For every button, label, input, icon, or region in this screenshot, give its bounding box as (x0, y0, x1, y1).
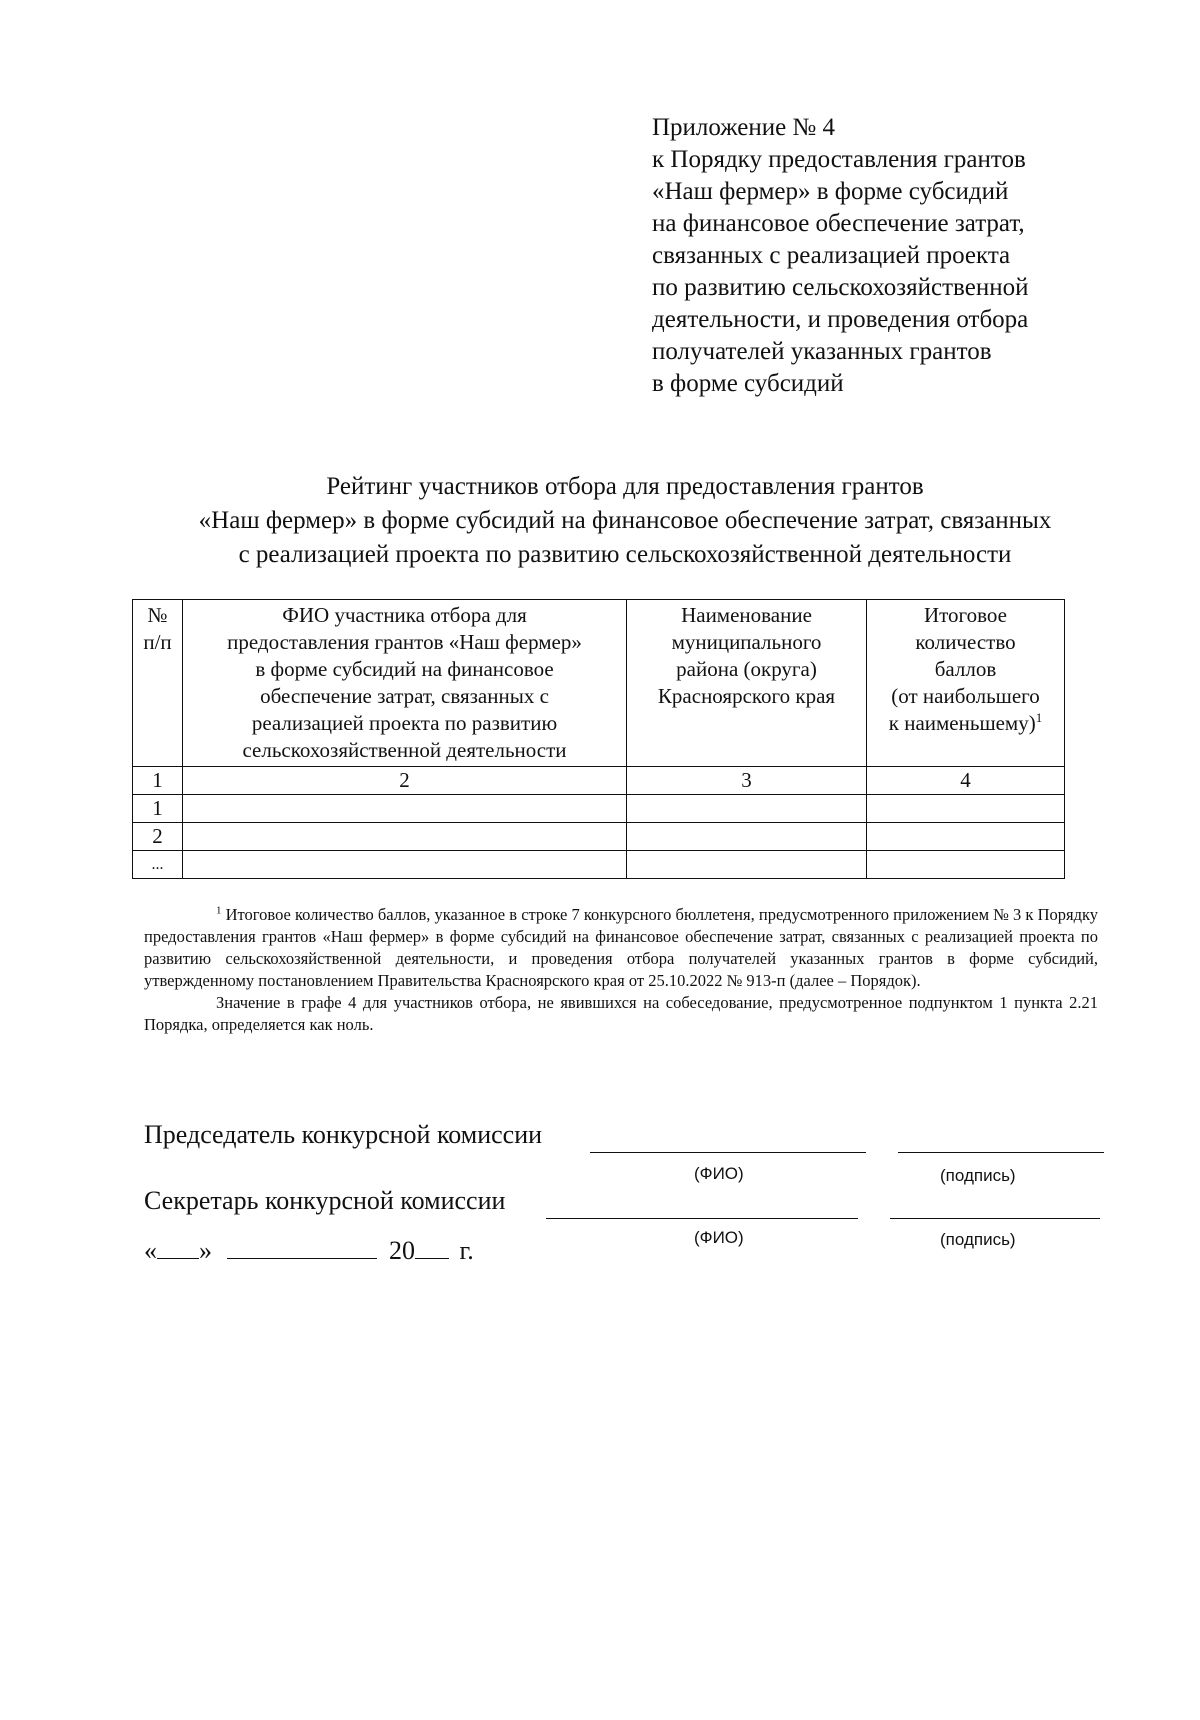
appendix-line: по развитию сельскохозяйственной (652, 274, 1029, 301)
footnote (144, 904, 1098, 1036)
date-close-quote: » (199, 1236, 212, 1265)
header-line: сельскохозяйственной деятельности (242, 738, 567, 762)
secretary-signature-field[interactable] (890, 1218, 1100, 1219)
footnote-mark: 1 (216, 904, 222, 917)
year-field[interactable] (415, 1236, 449, 1259)
appendix-line: к Порядку предоставления грантов (652, 146, 1026, 173)
fio-caption: (ФИО) (694, 1228, 744, 1247)
header-line: реализацией проекта по развитию (251, 711, 558, 735)
table-header-row (133, 600, 1065, 767)
header-line: предоставления грантов «Наш фермер» (227, 630, 582, 654)
header-line: Красноярского края (657, 684, 836, 708)
footnote-text: Итоговое количество баллов, указанное в строке 7 конкурсного бюллетеня, предусмотренного приложением № 3 к Порядку предоставления грантов «Наш фермер» в форме субсидий на финансовое обеспечение затрат, связанных с реализацией проекта по развитию сельскохозяйственной деятельности, и проведения отбора получателей указанных грантов в форме субсидий, утвержденному постановлением Правительства Красноярского края от 25.10.2022 № 913-п (далее – Порядок). (144, 905, 1099, 990)
header-line: п/п (143, 630, 172, 654)
header-line: ФИО участника отбора для (282, 603, 527, 627)
row-fio-cell (183, 795, 627, 823)
column-number: 2 (183, 767, 627, 795)
appendix-header (652, 112, 1172, 400)
column-number: 3 (627, 767, 867, 795)
chairman-signature-field[interactable] (898, 1152, 1104, 1153)
rating-table (132, 599, 1065, 879)
chairman-label: Председатель конкурсной комиссии (144, 1120, 543, 1149)
secretary-label: Секретарь конкурсной комиссии (144, 1186, 506, 1215)
header-line: в форме субсидий на финансовое (255, 657, 554, 681)
date-open-quote: « (144, 1236, 157, 1265)
row-number: 1 (133, 795, 183, 823)
footnote-paragraph (144, 904, 1098, 992)
header-line (871, 710, 1060, 737)
header-score (867, 600, 1065, 767)
header-line: муниципального (671, 630, 822, 654)
table-row (133, 851, 1065, 879)
appendix-line: получателей указанных грантов (652, 338, 992, 365)
header-line: количество (915, 630, 1016, 654)
footnote-text: Значение в графе 4 для участников отбора, не явившихся на собеседование, предусмотренное подпунктом 1 пункта 2.21 Порядка, определяется как ноль. (144, 993, 1098, 1034)
header-line-text: к наименьшему) (888, 711, 1036, 735)
fio-caption: (ФИО) (694, 1164, 744, 1183)
signature-caption: (подпись) (940, 1166, 1016, 1185)
row-score-cell (867, 823, 1065, 851)
row-district-cell (627, 795, 867, 823)
appendix-line: в форме субсидий (652, 370, 844, 397)
header-line: Итоговое (923, 603, 1007, 627)
chairman-fio-field[interactable] (590, 1152, 866, 1153)
appendix-line: «Наш фермер» в форме субсидий (652, 178, 1009, 205)
title-line: «Наш фермер» в форме субсидий на финансовое обеспечение затрат, связанных (198, 507, 1052, 534)
header-fio (183, 600, 627, 767)
signature-caption: (подпись) (940, 1230, 1016, 1249)
appendix-line: деятельности, и проведения отбора (652, 306, 1029, 333)
title-line: Рейтинг участников отбора для предоставления грантов (326, 473, 924, 500)
table-row (133, 823, 1065, 851)
footnote-paragraph (144, 992, 1098, 1036)
row-score-cell (867, 851, 1065, 879)
header-number (133, 600, 183, 767)
year-suffix: г. (459, 1236, 474, 1265)
header-line: обеспечение затрат, связанных с (260, 684, 549, 708)
header-line: (от наибольшего (891, 684, 1040, 708)
row-fio-cell (183, 823, 627, 851)
header-line: баллов (934, 657, 997, 681)
date-line (144, 1236, 474, 1266)
year-prefix: 20 (389, 1236, 415, 1265)
appendix-line: Приложение № 4 (652, 114, 836, 141)
document-title (100, 470, 1150, 572)
column-numbers-row (133, 767, 1065, 795)
row-number: ... (133, 851, 183, 879)
footnote-mark: 1 (1035, 710, 1043, 725)
header-line: района (округа) (676, 657, 817, 681)
header-line: Наименование (681, 603, 812, 627)
secretary-fio-field[interactable] (546, 1218, 858, 1219)
title-line: с реализацией проекта по развитию сельскохозяйственной деятельности (238, 541, 1012, 568)
month-field[interactable] (227, 1236, 377, 1259)
appendix-line: связанных с реализацией проекта (652, 242, 1011, 269)
day-field[interactable] (157, 1236, 199, 1259)
column-number: 4 (867, 767, 1065, 795)
appendix-line: на финансовое обеспечение затрат, (652, 210, 1025, 237)
header-line: № (147, 603, 168, 627)
row-fio-cell (183, 851, 627, 879)
table-row (133, 795, 1065, 823)
header-district (627, 600, 867, 767)
column-number: 1 (133, 767, 183, 795)
row-score-cell (867, 795, 1065, 823)
row-district-cell (627, 823, 867, 851)
row-number: 2 (133, 823, 183, 851)
row-district-cell (627, 851, 867, 879)
